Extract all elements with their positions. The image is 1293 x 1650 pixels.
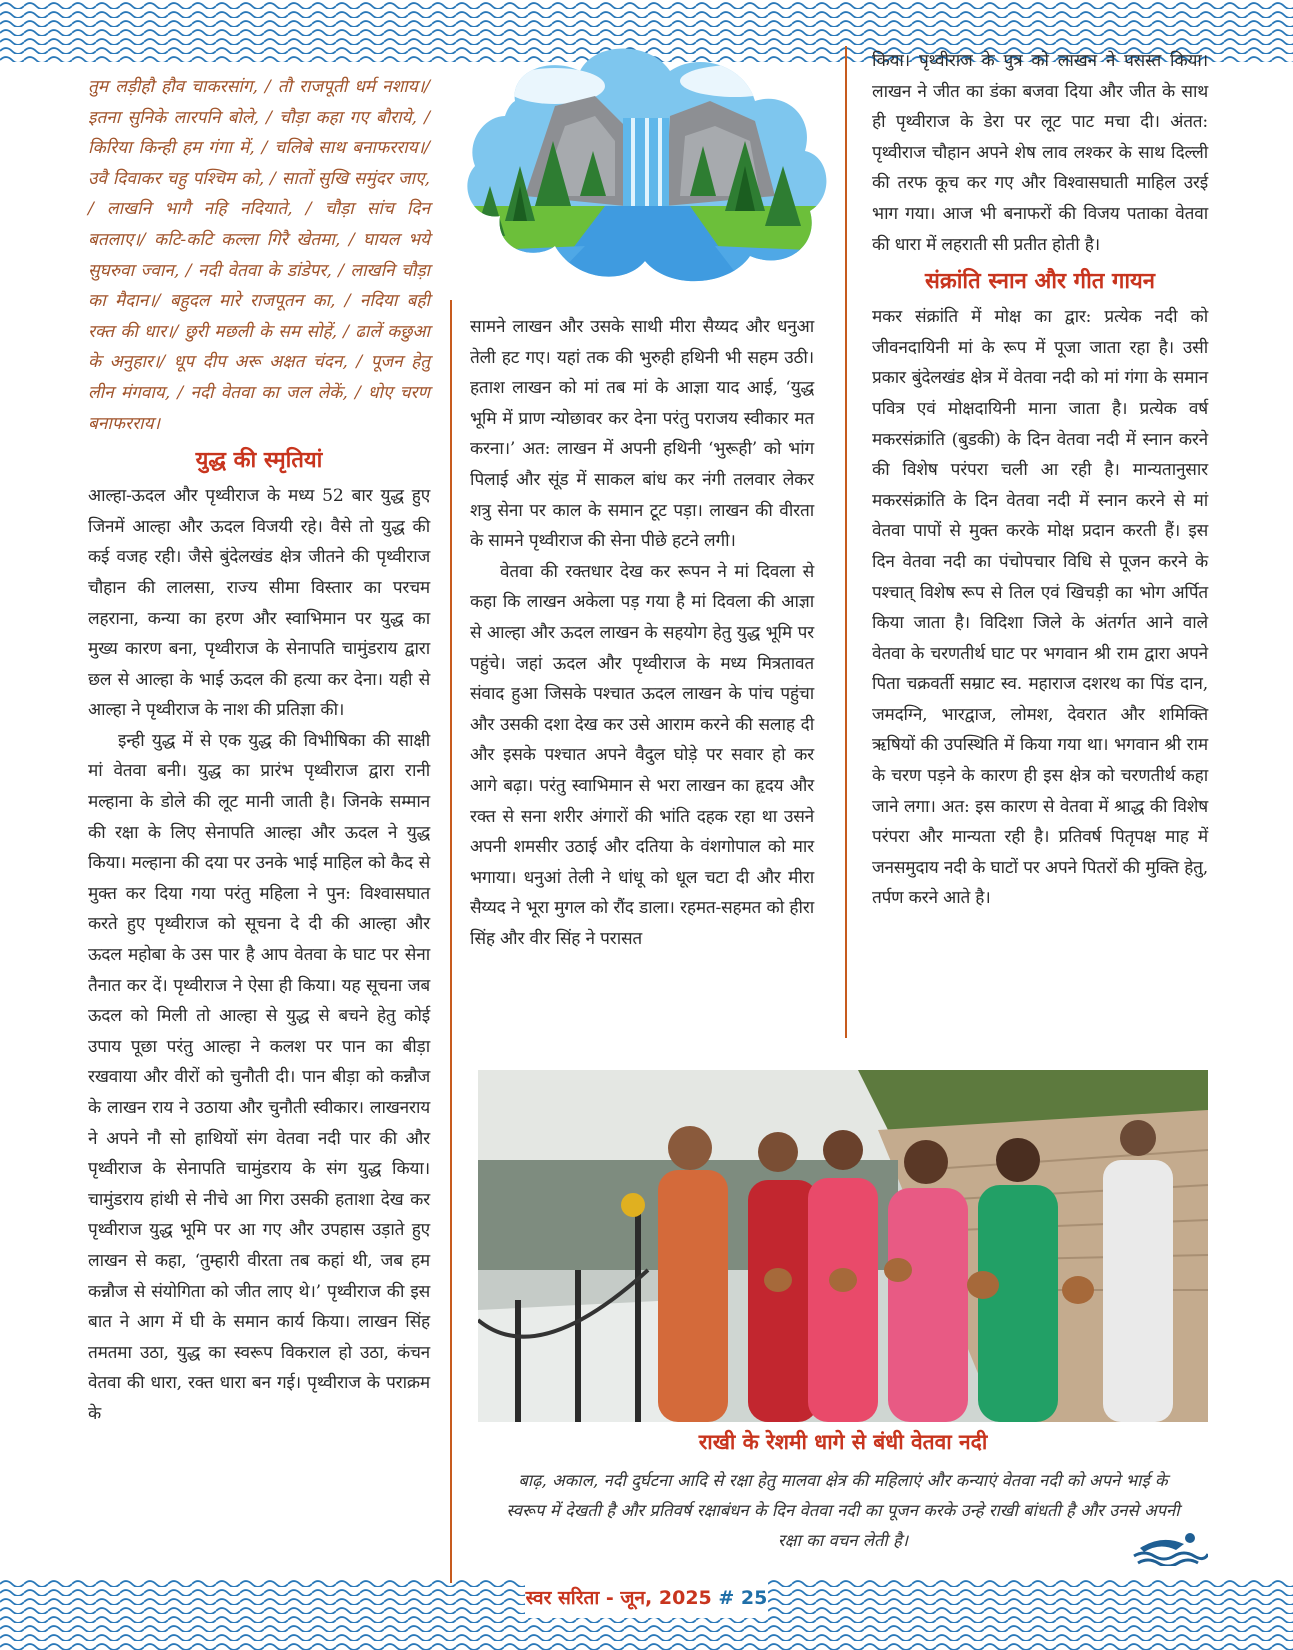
right-column	[872, 46, 1208, 914]
paragraph: वेतवा की रक्तधार देख कर रूपन ने मां दिवला से कहा कि लाखन अकेला पड़ गया है मां दिवला की आज्ञा से आल्हा और ऊदल लाखन के सहयोग हेतु युद्ध भूमि पर पहुंचे। जहां ऊदल और पृथ्वीराज के मध्य मित्रतावत संवाद हुआ जिसके पश्चात ऊदल लाखन के पांच पहुंचा और उसकी दशा देख कर उसे आराम करने की सलाह दी और इसके पश्चात अपने वैदुल घोड़े पर सवार हो कर आगे बढ़ा। परंतु स्वाभिमान से भरा लाखन का हृदय और रक्त से सना शरीर अंगारों की भांति दहक रहा था उसने अपनी शमसीर उठाई और दतिया के वंशगोपाल को मार भगाया। धनुआं तेली ने धांधू को धूल चटा दी और मीरा सैय्यद ने भूरा मुगल को रौंद डाला। रहमत-सहमत को हीरा सिंह और वीर सिंह ने परासत	[470, 561, 814, 949]
waterfall-illustration	[465, 46, 831, 298]
issue-date: जून, 2025	[620, 1587, 712, 1609]
photo-caption-text: बाढ़, अकाल, नदी दुर्घटना आदि से रक्षा हेतु मालवा क्षेत्र की महिलाएं और कन्याएं वेतवा नदी को अपने भाई के स्वरूप में देखती है और प्रतिवर्ष रक्षाबंधन के दिन वेतवा नदी का पूजन करके उन्हे राखी बांधती है और उनसे अपनी रक्षा का वचन लेती है।	[506, 1471, 1180, 1550]
poem-stanza: तुम लड़ीहौ हौव चाकरसांग, / तौ राजपूती धर्म नशाय।/ इतना सुनिके लारपनि बोले, / चौड़ा कहा गए बौराये, / किरिया किन्ही हम गंगा में, / चलिबे साथ बनाफरराय।/ उवै दिवाकर चहु पश्चिम को, / सातों सुखि समुंदर जाए, / लाखनि भागै नहि नदियाते, / चौड़ा सांच दिन बतलाए।/ कटि-कटि कल्ला गिरै खेतमा, / घायल भये सुघरुवा ज्वान, / नदी वेतवा के डांडेपर, / लाखनि चौड़ा का मैदान।/ बहुदल मारे राजपूतन का, / नदिया बही रक्त की धार।/ छुरी मछली के सम सोहें, / ढालें कछुआ के अनुहार।/ धूप दीप अरू अक्षत चंदन, / पूजन हेतु लीन मंगवाय, / नदी वेतवा का जल लेकें, / धोए चरण बनाफरराय।	[88, 77, 430, 434]
middle-column	[470, 312, 814, 954]
swimmer-icon	[1132, 1530, 1208, 1566]
photo-caption-title: राखी के रेशमी धागे से बंधी वेतवा नदी	[698, 1430, 988, 1454]
magazine-name: स्वर सरिता	[525, 1587, 600, 1609]
paragraph: आल्हा-ऊदल और पृथ्वीराज के मध्य 52 बार युद्ध हुए जिनमें आल्हा और ऊदल विजयी रहे। वैसे तो युद्ध की कई वजह रही। जैसे बुंदेलखंड क्षेत्र जीतने की पृथ्वीराज चौहान की लालसा, राज्य सीमा विस्तार का परचम लहराना, कन्या का हरण और स्वाभिमान पर युद्ध का मुख्य कारण बना, पृथ्वीराज के सेनापति चामुंडराय द्वारा छल से आल्हा के भाई ऊदल की हत्या कर देना। यही से आल्हा ने पृथ्वीराज के नाश की प्रतिज्ञा की।	[88, 486, 430, 721]
column-divider-right	[845, 46, 847, 1038]
paragraph: किया। पृथ्वीराज के पुत्र को लाखन ने परास्त किया। लाखन ने जीत का डंका बजवा दिया और जीत के साथ ही पृथ्वीराज के डेरा पर लूट पाट मचा दी। अंतत: पृथ्वीराज चौहान अपने शेष लाव लश्कर के साथ दिल्ली की तरफ कूच कर गए और विश्वासघाती माहिल उरई भाग गया। आज भी बनाफरों की विजय पताका वेतवा की धारा में लहराती सी प्रतीत होती है।	[872, 51, 1208, 255]
paragraph: इन्ही युद्ध में से एक युद्ध की विभीषिका की साक्षी मां वेतवा बनी। युद्ध का प्रारंभ पृथ्वीराज द्वारा रानी मल्हाना के डोले की लूट मानी जाती है। जिनके सम्मान की रक्षा के लिए सेनापति आल्हा और ऊदल ने युद्ध किया। मल्हाना की दया पर उनके भाई माहिल को कैद से मुक्त कर दिया गया परंतु महिला ने पुन: विश्वासघात करते हुए पृथ्वीराज को सूचना दे दी की आल्हा और ऊदल महोबा के उस पार है आप वेतवा के घाट पर सेना तैनात कर दें। पृथ्वीराज ने ऐसा ही किया। यह सूचना जब ऊदल को मिली तो आल्हा से युद्ध से बचने हेतु कोई उपाय पूछा परंतु आल्हा ने कलश पर पान का बीड़ा रखवाया और वीरों को चुनौती दी। पान बीड़ा को कन्नौज के लाखन राय ने उठाया और चुनौती स्वीकार। लाखनराय ने अपने नौ सो हाथियों संग वेतवा नदी पार की और पृथ्वीराज के सेनापति चामुंडराय के संग युद्ध किया। चामुंडराय हांथी से नीचे आ गिरा उसकी हताशा देख कर पृथ्वीराज युद्ध भूमि पर आ गए और उपहास उड़ाते हुए लाखन से कहा, ‘तुम्हारी वीरता तब कहां थी, जब हम कन्नौज से संयोगिता को जीत लाए थे।’ पृथ्वीराज की इस बात ने आग में घी के समान कार्य किया। लाखन सिंह तमतमा उठा, युद्ध का स्वरूप विकराल हो उठा, कंचन वेतवा की धारा, रक्त धारा बन गई। पृथ्वीराज के पराक्रम के	[88, 730, 430, 1424]
river-ghat-photo	[478, 1070, 1208, 1422]
page-number: # 25	[718, 1587, 768, 1609]
footer-separator: -	[605, 1587, 614, 1609]
paragraph: मकर संक्रांति में मोक्ष का द्वार: प्रत्येक नदी को जीवनदायिनी मां के रूप में पूजा जाता रहा है। उसी प्रकार बुंदेलखंड क्षेत्र में वेतवा नदी को मां गंगा के समान पवित्र एवं मोक्षदायिनी माना जाता है। प्रत्येक वर्ष मकरसंक्रांति (बुडकी) के दिन वेतवा नदी में स्नान करने की विशेष परंपरा चली आ रही है। मान्यतानुसार मकरसंक्रांति के दिन वेतवा नदी में स्नान करने से मां वेतवा पापों से मुक्त करके मोक्ष प्रदान करती हैं। इस दिन वेतवा नदी का पंचोपचार विधि से पूजन करने के पश्चात् विशेष रूप से तिल एवं खिचड़ी का भोग अर्पित किया जाता है। विदिशा जिले के अंतर्गत आने वाले वेतवा के चरणतीर्थ घाट पर भगवान श्री राम द्वारा अपने पिता चक्रवर्ती सम्राट स्व. महाराज दशरथ का पिंड दान, जमदग्नि, भारद्वाज, लोमश, देवरात और शमिक्ति ऋषियों की उपस्थिति में किया गया था। भगवान श्री राम के चरण पड़ने के कारण ही इस क्षेत्र को चरणतीर्थ कहा जाने लगा। अत: इस कारण से वेतवा में श्राद्ध की विशेष परंपरा और मान्यता रही है। प्रतिवर्ष पितृपक्ष माह में जनसमुदाय नदी के घाटों पर अपने पितरों की मुक्ति हेतु, तर्पण करने आते है।	[872, 307, 1208, 909]
paragraph: सामने लाखन और उसके साथी मीरा सैय्यद और धनुआ तेली हट गए। यहां तक की भुरुही हथिनी भी सहम उठी। हताश लाखन को मां तब मां के आज्ञा याद आई, ‘युद्ध भूमि में प्राण न्योछावर कर देना परंतु पराजय स्वीकार मत करना।’ अत: लाखन में अपनी हथिनी ‘भुरूही’ को भांग पिलाई और सूंड में साकल बांध कर नंगी तलवार लेकर शत्रु सेना पर काल के समान टूट पड़ा। लाखन की वीरता के सामने पृथ्वीराज की सेना पीछे हटने लगी।	[470, 317, 814, 552]
column-divider-left	[450, 300, 452, 1583]
section-heading-war-memories: युद्ध की स्मृतियां	[195, 448, 323, 474]
left-column	[88, 72, 430, 1430]
page-footer	[0, 1584, 1293, 1610]
section-heading-sankranti: संक्रांति स्नान और गीत गायन	[924, 269, 1156, 295]
